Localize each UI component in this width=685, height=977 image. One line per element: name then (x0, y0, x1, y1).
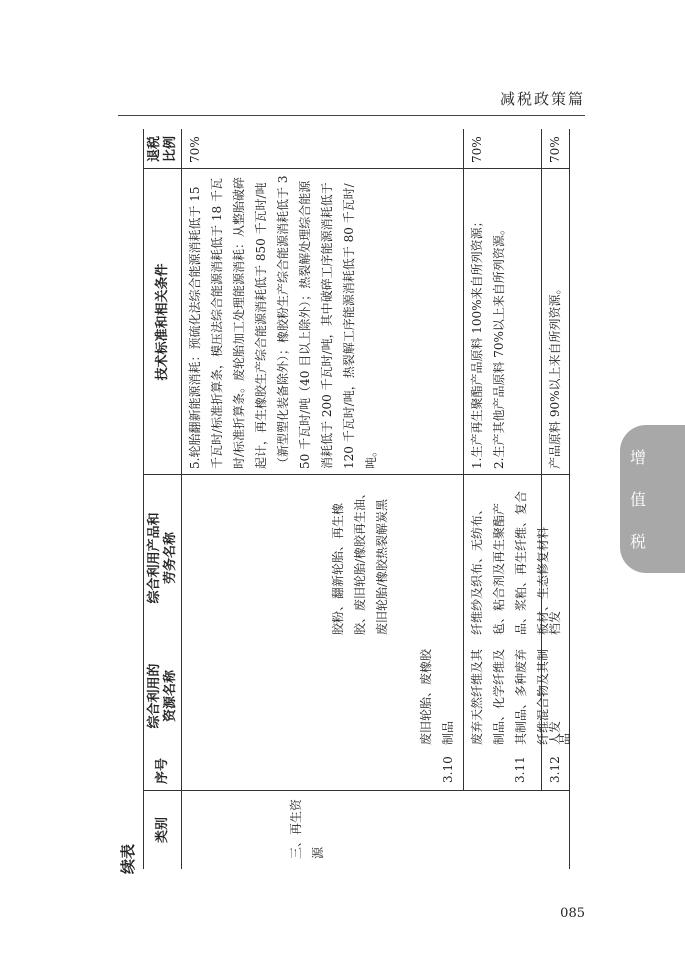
row-condition: 产品原料 90%以上来自所列资源。 (548, 282, 562, 469)
row-condition: 5.轮胎翻新能源消耗：预硫化法综合能源消耗低于 15 千瓦时/标准折算条，模压法综合能源消耗低于 18 千瓦时/标准折算条。废轮胎加工处理能源消耗：从整胎破碎起计，再生橡胶生产综合能源消耗低于 850 千瓦时/吨（新型塑化装备除外）；橡胶粉生产综合能源消耗低于 350 千瓦时/吨（40 目以上除外）；热裂解处理综合能源消耗低于 200 千瓦时/吨，其中破碎工序能源消耗低于 120 千瓦时/吨，热裂解工序能源消耗低于 80 千瓦时/吨。 (188, 175, 378, 469)
header-product: 综合利用产品和 劳务名称 (146, 512, 178, 604)
page-number: 085 (560, 906, 585, 921)
row-no: 3.12 (548, 756, 562, 783)
table-header-row (144, 129, 182, 869)
section-side-tab (620, 425, 685, 573)
row-rule (463, 129, 464, 791)
side-tab-char: 税 (630, 532, 647, 551)
row-ratio: 70% (470, 136, 484, 163)
category-cell: 三、再生资源 (289, 798, 325, 859)
header-resource: 综合利用的 资源名称 (146, 663, 178, 729)
row-product: 纤维纱及织布、无纺布、毡、粘合剂及再生聚酯产品、浆粕、再生纤维、复合板材、生态修复材料 (470, 490, 550, 635)
row-no: 3.11 (513, 756, 527, 783)
row-no: 3.10 (441, 756, 455, 783)
row-resource: 废弃天然纤维及其制品、化学纤维及其制品、多种废弃纤维混合物及其制品 (470, 648, 572, 745)
policy-table (143, 129, 570, 869)
continued-label: 续表 (119, 843, 137, 874)
row-product: 胶粉、翻新轮胎、再生橡胶、废旧轮胎/橡胶再生油、废旧轮胎/橡胶热裂解炭黑 (331, 486, 389, 635)
header-category: 类别 (154, 817, 170, 844)
header-condition: 技术标准和相关条件 (154, 263, 170, 381)
side-tab-char: 值 (630, 490, 647, 509)
row-resource: 废旧轮胎、废橡胶制品 (419, 648, 455, 745)
row-condition: 1.生产再生聚酯产品原料 100%来自所列资源； 2.生产其他产品原料 70%以上来自所列资源。 (470, 215, 506, 469)
page-header-title: 减税政策篇 (499, 90, 585, 108)
side-tab-char: 增 (630, 448, 647, 467)
row-ratio: 70% (548, 136, 562, 163)
column-rule (144, 790, 569, 791)
column-rule (144, 168, 569, 169)
header-no: 序号 (154, 758, 170, 785)
rotated-table-block (117, 127, 576, 874)
header-rule (118, 115, 585, 116)
row-product: 档发 (548, 610, 562, 635)
row-ratio: 70% (188, 136, 202, 163)
row-resource: 人发 (548, 720, 562, 745)
column-rule (144, 474, 569, 475)
header-ratio: 退税 比例 (146, 136, 178, 163)
